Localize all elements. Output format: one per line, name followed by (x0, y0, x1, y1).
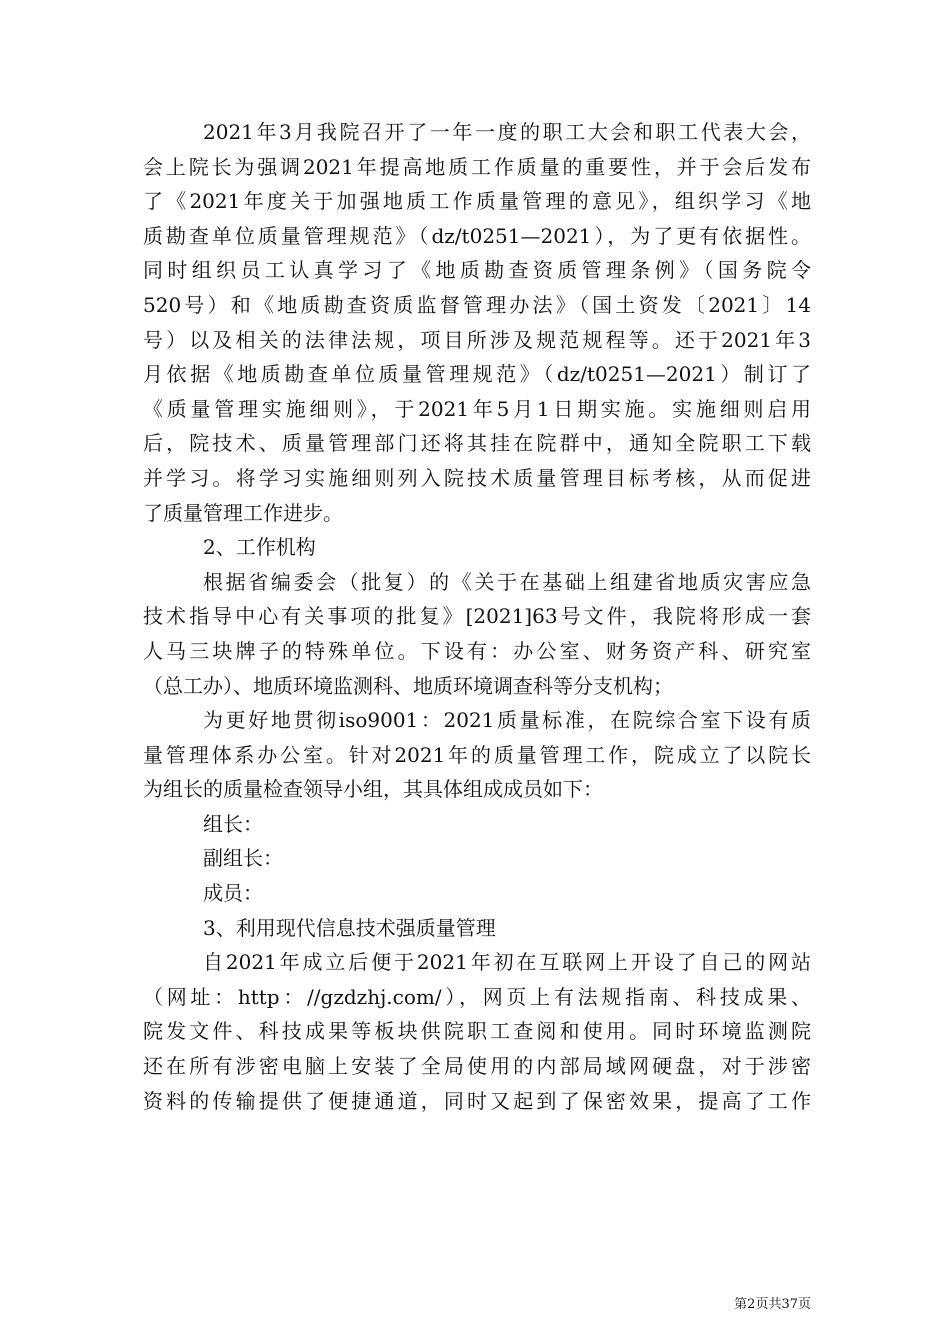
text-line: 2021年3月我院召开了一年一度的职工大会和职工代表大会， (203, 120, 811, 144)
text-line: 了《2021年度关于加强地质工作质量管理的意见》，组织学习《地 (143, 189, 811, 214)
text-line: 并学习。将学习实施细则列入院技术质量管理目标考核，从而促进 (143, 465, 811, 490)
heading-information-technology (143, 911, 811, 946)
deputy-leader-line (143, 841, 811, 876)
text-line: 520号）和《地质勘查资质监督管理办法》（国土资发〔2021〕14 (143, 292, 811, 317)
paragraph-website (143, 945, 811, 1118)
text-line: 了质量管理工作进步。 (143, 500, 343, 525)
leader-line (143, 807, 811, 842)
text-line: 资料的传输提供了便捷通道，同时又起到了保密效果，提高了工作 (143, 1088, 811, 1113)
text-line: 还在所有涉密电脑上安装了全局使用的内部局域网硬盘，对于涉密 (143, 1054, 811, 1079)
paragraph-iso9001 (143, 703, 811, 807)
text-line: 成员： (203, 881, 263, 906)
text-line: 副组长： (203, 846, 283, 871)
text-line: 人马三块牌子的特殊单位。下设有：办公室、财务资产科、研究室 (143, 638, 811, 663)
text-line: 同时组织员工认真学习了《地质勘查资质管理条例》（国务院令 (143, 258, 811, 283)
text-line: 月依据《地质勘查单位质量管理规范》（dz/t0251—2021）制订了 (143, 362, 811, 387)
paragraph-approval (143, 565, 811, 703)
text-line: 组长： (203, 811, 263, 836)
text-line: 量管理体系办公室。针对2021年的质量管理工作，院成立了以院长 (143, 742, 811, 767)
text-line: 为组长的质量检查领导小组，其具体组成成员如下： (143, 777, 603, 802)
paragraph-staff-congress (143, 115, 811, 530)
text-line: 号）以及相关的法律法规，项目所涉及规范规程等。还于2021年3 (143, 327, 811, 352)
text-line: 技术指导中心有关事项的批复》[2021]63号文件，我院将形成一套 (143, 604, 811, 629)
document-body (143, 115, 811, 1118)
section-heading: 2、工作机构 (203, 535, 316, 560)
heading-work-organization (143, 530, 811, 565)
text-line: 自2021年成立后便于2021年初在互联网上开设了自己的网站 (203, 950, 811, 975)
text-line: 质勘查单位质量管理规范》（dz/t0251—2021），为了更有依据性。 (143, 223, 811, 248)
text-line: （总工办）、地质环境监测科、地质环境调查科等分支机构； (143, 673, 673, 698)
text-line: 为更好地贯彻iso9001：2021质量标准，在院综合室下设有质 (203, 708, 811, 733)
page-number: 第2页共37页 (734, 1297, 811, 1312)
members-line (143, 876, 811, 911)
section-heading: 3、利用现代信息技术强质量管理 (203, 915, 496, 940)
text-line: 根据省编委会（批复）的《关于在基础上组建省地质灾害应急 (203, 569, 811, 594)
text-line: 后，院技术、质量管理部门还将其挂在院群中，通知全院职工下载 (143, 431, 811, 456)
text-line: （网址：http：//gzdzhj.com/），网页上有法规指南、科技成果、 (143, 984, 811, 1009)
text-line: 《质量管理实施细则》，于2021年5月1日期实施。实施细则启用 (143, 396, 811, 421)
text-line: 会上院长为强调2021年提高地质工作质量的重要性，并于会后发布 (143, 154, 811, 179)
text-line: 院发文件、科技成果等板块供院职工查阅和使用。同时环境监测院 (143, 1019, 811, 1044)
